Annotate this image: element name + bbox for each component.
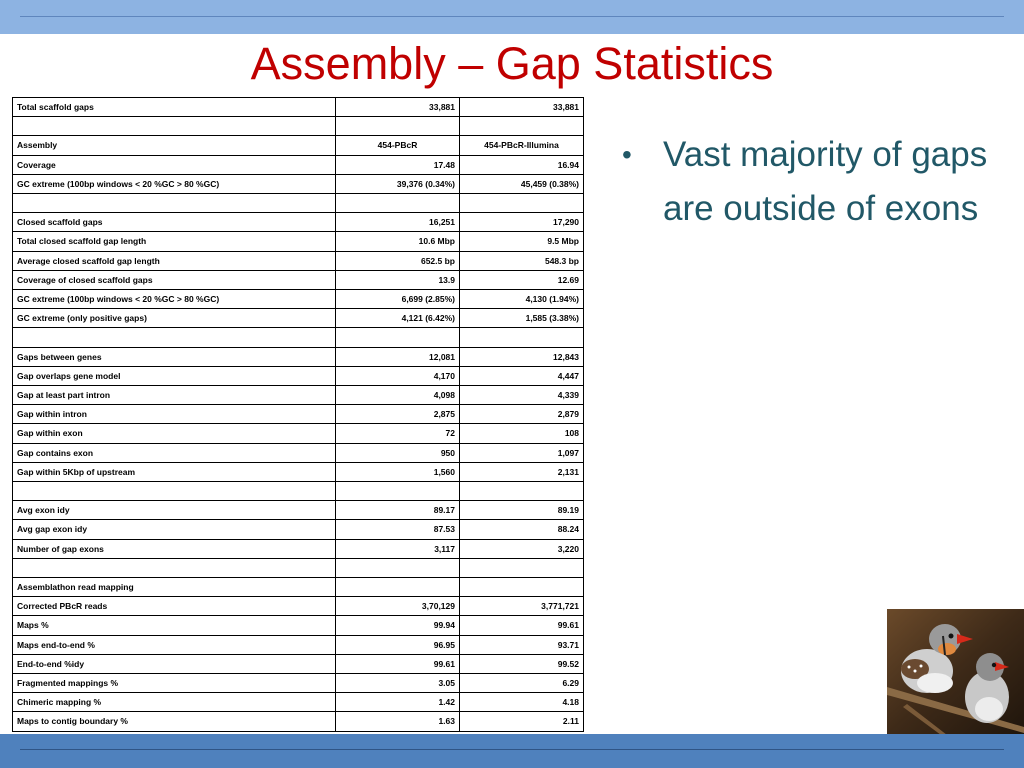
- pbcr-value-cell: 39,376 (0.34%): [336, 174, 460, 193]
- row-label-cell: Gap overlaps gene model: [13, 366, 336, 385]
- pbcr-illumina-value-cell: 6.29: [460, 674, 584, 693]
- pbcr-value-cell: 4,121 (6.42%): [336, 309, 460, 328]
- pbcr-value-cell: 16,251: [336, 213, 460, 232]
- table-row: [13, 232, 584, 251]
- pbcr-illumina-value-cell: 548.3 bp: [460, 251, 584, 270]
- pbcr-value-cell: 3,70,129: [336, 597, 460, 616]
- row-label-cell: Assembly: [13, 136, 336, 155]
- pbcr-illumina-value-cell: 454-PBcR-Illumina: [460, 136, 584, 155]
- pbcr-value-cell: 12,081: [336, 347, 460, 366]
- table-row: [13, 290, 584, 309]
- pbcr-illumina-value-cell: 45,459 (0.38%): [460, 174, 584, 193]
- pbcr-illumina-value-cell: [460, 482, 584, 501]
- table-body: [13, 98, 584, 732]
- bullet-dot-icon: •: [622, 139, 632, 170]
- pbcr-illumina-value-cell: 9.5 Mbp: [460, 232, 584, 251]
- table-row: [13, 136, 584, 155]
- pbcr-illumina-value-cell: 93.71: [460, 635, 584, 654]
- row-label-cell: Closed scaffold gaps: [13, 213, 336, 232]
- pbcr-value-cell: 4,170: [336, 366, 460, 385]
- pbcr-value-cell: 13.9: [336, 270, 460, 289]
- bottom-banner-rule: [20, 749, 1004, 750]
- pbcr-value-cell: 6,699 (2.85%): [336, 290, 460, 309]
- table-row: [13, 117, 584, 136]
- row-label-cell: Gap within 5Kbp of upstream: [13, 462, 336, 481]
- row-label-cell: Corrected PBcR reads: [13, 597, 336, 616]
- pbcr-value-cell: 454-PBcR: [336, 136, 460, 155]
- table-row: [13, 251, 584, 270]
- row-label-cell: GC extreme (only positive gaps): [13, 309, 336, 328]
- row-label-cell: Coverage: [13, 155, 336, 174]
- pbcr-illumina-value-cell: 4,130 (1.94%): [460, 290, 584, 309]
- pbcr-value-cell: [336, 194, 460, 213]
- top-banner: [0, 0, 1024, 34]
- pbcr-value-cell: [336, 328, 460, 347]
- zebra-finch-photo: [887, 609, 1024, 735]
- pbcr-illumina-value-cell: 2,879: [460, 405, 584, 424]
- pbcr-illumina-value-cell: 99.61: [460, 616, 584, 635]
- row-label-cell: Assemblathon read mapping: [13, 578, 336, 597]
- table-row: [13, 174, 584, 193]
- pbcr-illumina-value-cell: 16.94: [460, 155, 584, 174]
- bullet-text: Vast majority of gaps are outside of exons: [663, 135, 988, 228]
- row-label-cell: [13, 117, 336, 136]
- row-label-cell: Maps %: [13, 616, 336, 635]
- row-label-cell: GC extreme (100bp windows < 20 %GC > 80 %GC): [13, 174, 336, 193]
- pbcr-value-cell: 652.5 bp: [336, 251, 460, 270]
- pbcr-illumina-value-cell: 108: [460, 424, 584, 443]
- bullet-list: [622, 128, 1002, 236]
- row-label-cell: [13, 482, 336, 501]
- row-label-cell: [13, 558, 336, 577]
- table-row: [13, 635, 584, 654]
- pbcr-value-cell: 33,881: [336, 98, 460, 117]
- row-label-cell: Gap at least part intron: [13, 386, 336, 405]
- pbcr-illumina-value-cell: 12,843: [460, 347, 584, 366]
- table-row: [13, 654, 584, 673]
- table-row: [13, 712, 584, 731]
- pbcr-value-cell: 17.48: [336, 155, 460, 174]
- row-label-cell: Fragmented mappings %: [13, 674, 336, 693]
- pbcr-illumina-value-cell: [460, 558, 584, 577]
- pbcr-value-cell: 72: [336, 424, 460, 443]
- pbcr-value-cell: 950: [336, 443, 460, 462]
- table-row: [13, 578, 584, 597]
- gap-statistics-table-container: [12, 97, 584, 734]
- pbcr-illumina-value-cell: [460, 328, 584, 347]
- table-row: [13, 539, 584, 558]
- pbcr-value-cell: 99.61: [336, 654, 460, 673]
- pbcr-value-cell: 1.42: [336, 693, 460, 712]
- table-row: [13, 501, 584, 520]
- pbcr-value-cell: 3,117: [336, 539, 460, 558]
- pbcr-illumina-value-cell: 4,339: [460, 386, 584, 405]
- row-label-cell: Average closed scaffold gap length: [13, 251, 336, 270]
- pbcr-value-cell: 1,560: [336, 462, 460, 481]
- pbcr-value-cell: 96.95: [336, 635, 460, 654]
- pbcr-illumina-value-cell: 12.69: [460, 270, 584, 289]
- table-row: [13, 443, 584, 462]
- row-label-cell: GC extreme (100bp windows < 20 %GC > 80 %GC): [13, 290, 336, 309]
- table-row: [13, 558, 584, 577]
- pbcr-illumina-value-cell: 89.19: [460, 501, 584, 520]
- row-label-cell: Total scaffold gaps: [13, 98, 336, 117]
- finch-photo-svg: [887, 609, 1024, 735]
- pbcr-value-cell: 89.17: [336, 501, 460, 520]
- table-row: [13, 616, 584, 635]
- row-label-cell: Gap within exon: [13, 424, 336, 443]
- table-row: [13, 328, 584, 347]
- row-label-cell: Total closed scaffold gap length: [13, 232, 336, 251]
- table-row: [13, 155, 584, 174]
- row-label-cell: End-to-end %idy: [13, 654, 336, 673]
- table-row: [13, 462, 584, 481]
- table-row: [13, 98, 584, 117]
- row-label-cell: [13, 328, 336, 347]
- pbcr-value-cell: [336, 578, 460, 597]
- table-row: [13, 213, 584, 232]
- pbcr-value-cell: 87.53: [336, 520, 460, 539]
- pbcr-illumina-value-cell: 33,881: [460, 98, 584, 117]
- row-label-cell: Avg exon idy: [13, 501, 336, 520]
- row-label-cell: [13, 194, 336, 213]
- table-row: [13, 309, 584, 328]
- pbcr-illumina-value-cell: [460, 194, 584, 213]
- table-row: [13, 482, 584, 501]
- row-label-cell: Gap within intron: [13, 405, 336, 424]
- pbcr-value-cell: [336, 482, 460, 501]
- table-row: [13, 674, 584, 693]
- table-row: [13, 693, 584, 712]
- pbcr-value-cell: 2,875: [336, 405, 460, 424]
- row-label-cell: Coverage of closed scaffold gaps: [13, 270, 336, 289]
- pbcr-illumina-value-cell: 17,290: [460, 213, 584, 232]
- pbcr-value-cell: 4,098: [336, 386, 460, 405]
- pbcr-illumina-value-cell: 2,131: [460, 462, 584, 481]
- row-label-cell: Gaps between genes: [13, 347, 336, 366]
- pbcr-illumina-value-cell: 2.11: [460, 712, 584, 731]
- pbcr-illumina-value-cell: [460, 578, 584, 597]
- pbcr-illumina-value-cell: 3,220: [460, 539, 584, 558]
- row-label-cell: Chimeric mapping %: [13, 693, 336, 712]
- pbcr-illumina-value-cell: 4,447: [460, 366, 584, 385]
- table-row: [13, 270, 584, 289]
- pbcr-value-cell: [336, 117, 460, 136]
- table-row: [13, 386, 584, 405]
- table-row: [13, 366, 584, 385]
- row-label-cell: Avg gap exon idy: [13, 520, 336, 539]
- table-row: [13, 597, 584, 616]
- row-label-cell: Number of gap exons: [13, 539, 336, 558]
- pbcr-value-cell: [336, 558, 460, 577]
- pbcr-value-cell: 99.94: [336, 616, 460, 635]
- pbcr-value-cell: 10.6 Mbp: [336, 232, 460, 251]
- table-row: [13, 194, 584, 213]
- pbcr-illumina-value-cell: 1,585 (3.38%): [460, 309, 584, 328]
- pbcr-value-cell: 3.05: [336, 674, 460, 693]
- pbcr-illumina-value-cell: 1,097: [460, 443, 584, 462]
- table-row: [13, 424, 584, 443]
- row-label-cell: Maps end-to-end %: [13, 635, 336, 654]
- bottom-banner: [0, 734, 1024, 768]
- pbcr-illumina-value-cell: 99.52: [460, 654, 584, 673]
- slide-title: Assembly – Gap Statistics: [250, 38, 774, 89]
- pbcr-illumina-value-cell: 4.18: [460, 693, 584, 712]
- pbcr-value-cell: 1.63: [336, 712, 460, 731]
- gap-statistics-table: [12, 97, 584, 732]
- row-label-cell: Gap contains exon: [13, 443, 336, 462]
- table-row: [13, 520, 584, 539]
- table-row: [13, 405, 584, 424]
- pbcr-illumina-value-cell: 3,771,721: [460, 597, 584, 616]
- row-label-cell: Maps to contig boundary %: [13, 712, 336, 731]
- pbcr-illumina-value-cell: 88.24: [460, 520, 584, 539]
- top-banner-rule: [20, 16, 1004, 17]
- pbcr-illumina-value-cell: [460, 117, 584, 136]
- table-row: [13, 347, 584, 366]
